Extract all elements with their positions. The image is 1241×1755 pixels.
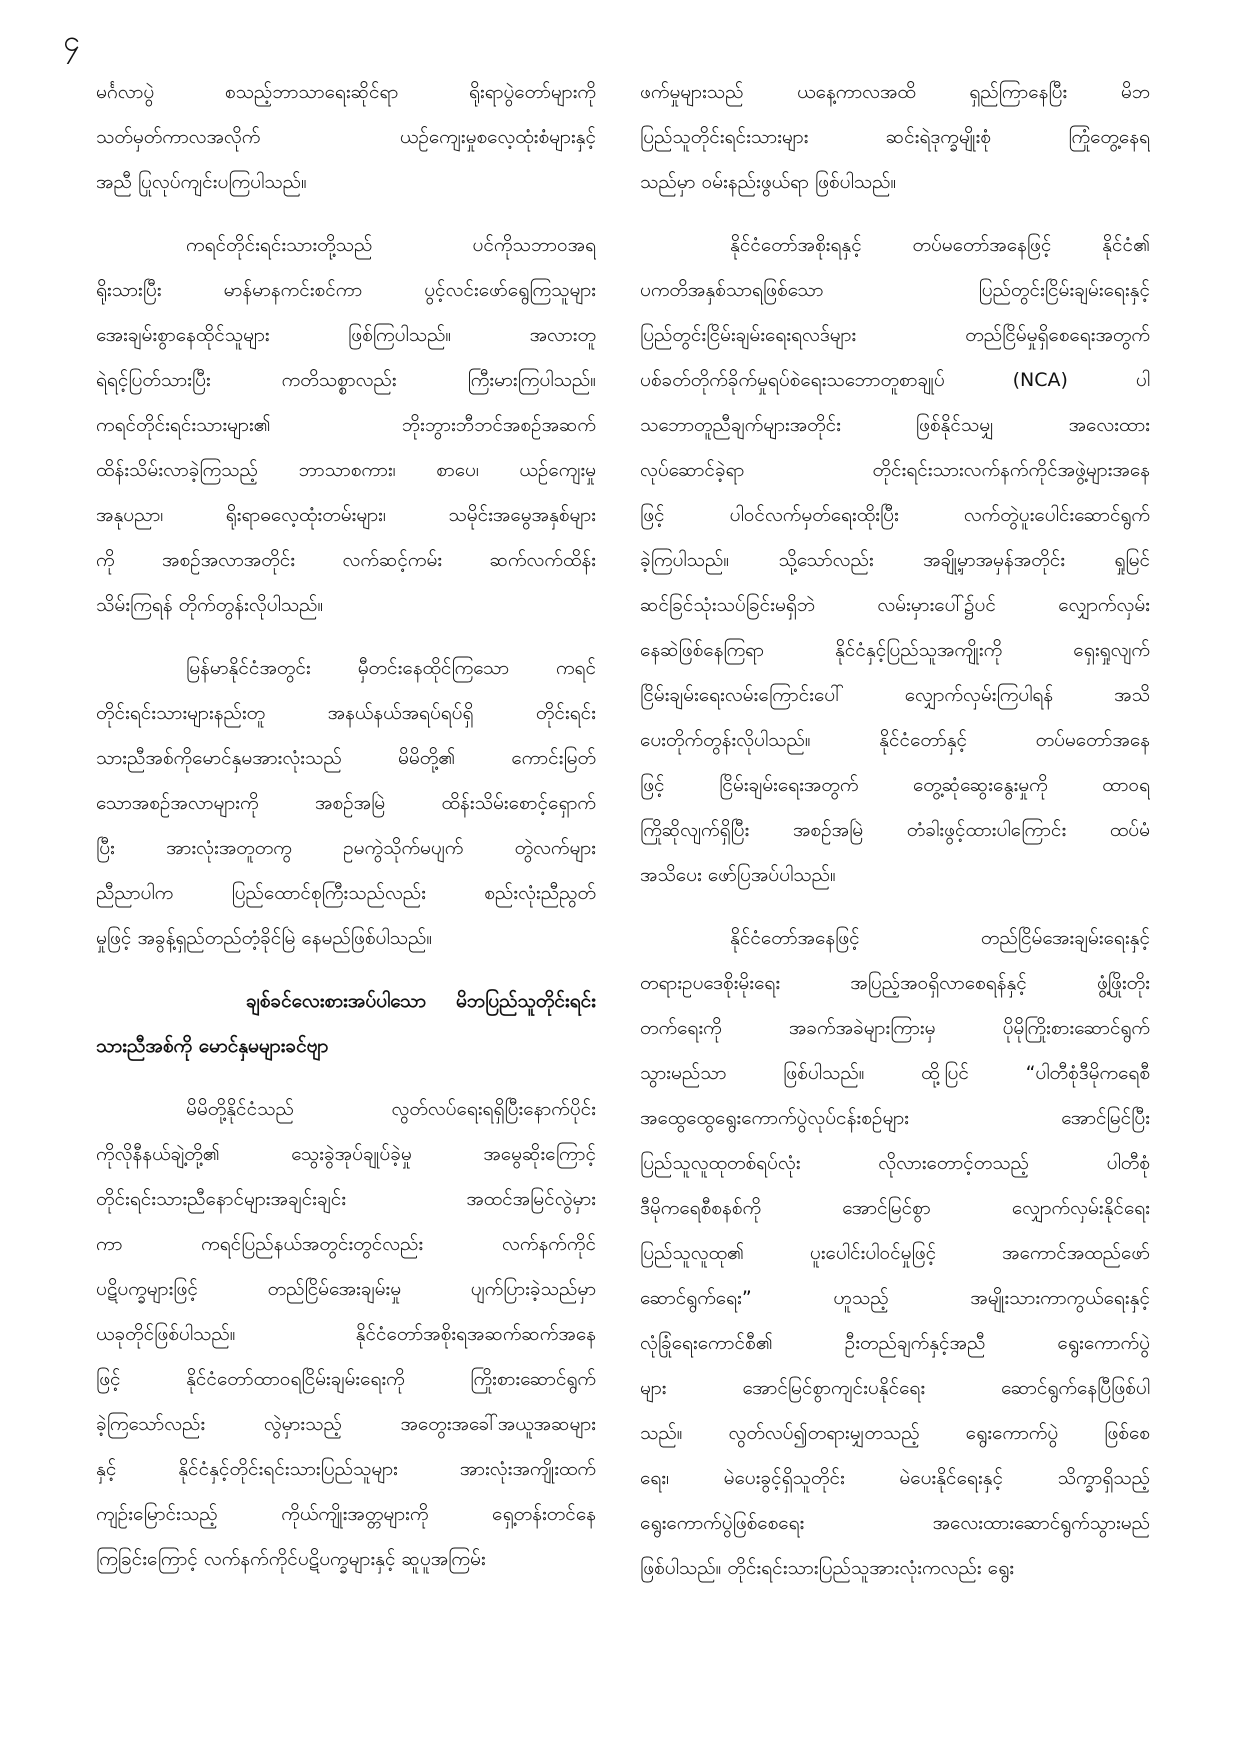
text-line: မှုဖြင့် အခွန့်ရှည်တည်တံ့ခိုင်မြဲ နေမည်ဖြစ်ပါသည်။	[96, 927, 433, 949]
text-line: အေးချမ်းစွာနေထိုင်သူများ ဖြစ်ကြပါသည်။ အလားတူ	[96, 324, 596, 346]
text-line: ဖြင့် နိုင်ငံတော်ထာဝရငြိမ်းချမ်းရေးကို ကြိုးစားဆောင်ရွက်	[96, 1368, 596, 1390]
text-line: ယခုတိုင်ဖြစ်ပါသည်။ နိုင်ငံတော်အစိုးရအဆက်ဆက်အနေ	[96, 1323, 596, 1345]
text-line: ပေးတိုက်တွန်းလိုပါသည်။ နိုင်ငံတော်နှင့် တပ်မတော်အနေ	[640, 729, 1150, 751]
text-line: ပြီး အားလုံးအတူတကွ ဥမကွဲသိုက်မပျက် တွဲလက်များ	[96, 837, 596, 859]
text-line: မင်္ဂလာပွဲ စသည့်ဘာသာရေးဆိုင်ရာ ရိုးရာပွဲတော်များကို	[96, 81, 596, 103]
text-line: ရေး၊ မဲပေးခွင့်ရှိသူတိုင်း မဲပေးနိုင်ရေးနှင့် သိက္ခာရှိသည့်	[640, 1467, 1150, 1489]
text-line: တိုင်းရင်းသားများနည်းတူ အနယ်နယ်အရပ်ရပ်ရှိ တိုင်းရင်း	[96, 702, 596, 724]
text-line: ပြည်သူတိုင်းရင်းသားများ ဆင်းရဲဒုက္ခမျိုးစုံ ကြုံတွေ့နေရ	[640, 126, 1150, 148]
section-heading	[96, 979, 596, 1069]
text-line: သားညီအစ်ကိုမောင်နှမအားလုံးသည် မိမိတို့၏ ကောင်းမြတ်	[96, 747, 596, 769]
text-line: သိမ်းကြရန် တိုက်တွန်းလိုပါသည်။	[96, 594, 324, 616]
text-line: အနုပညာ၊ ရိုးရာဓလေ့ထုံးတမ်းများ၊ သမိုင်းအမွေအနှစ်များ	[96, 504, 596, 526]
text-line: လုံခြုံရေးကောင်စီ၏ ဦးတည်ချက်နှင့်အညီ ရွေးကောက်ပွဲ	[640, 1332, 1150, 1354]
text-line: သည်မှာ ဝမ်းနည်းဖွယ်ရာ ဖြစ်ပါသည်။	[640, 171, 897, 193]
text-line: ရဲရင့်ပြတ်သားပြီး ကတိသစ္စာလည်း ကြီးမားကြပါသည်။	[96, 369, 596, 391]
text-line: ကျဉ်းမြောင်းသည့် ကိုယ်ကျိုးအတ္တများကို ရှေ့တန်းတင်နေ	[96, 1503, 596, 1525]
text-line: ခဲ့ကြပါသည်။ သို့သော်လည်း အချို့မှာအမှန်အတိုင်း ရှုမြင်	[640, 549, 1150, 571]
text-line: အညီ ပြုလုပ်ကျင်းပကြပါသည်။	[96, 171, 307, 193]
paragraph	[96, 646, 596, 961]
paragraph	[640, 223, 1150, 898]
text-line: ပဋိပက္ခများဖြင့် တည်ငြိမ်အေးချမ်းမှု ပျက်ပြားခဲ့သည်မှာ	[96, 1278, 596, 1300]
text-line: ဆောင်ရွက်ရေး” ဟူသည့် အမျိုးသားကာကွယ်ရေးနှင့်	[640, 1287, 1150, 1309]
text-line: ငြိမ်းချမ်းရေးလမ်းကြောင်းပေါ် လျှောက်လှမ်းကြပါရန် အသိ	[640, 684, 1150, 706]
right-column	[640, 70, 1150, 1609]
text-line: ဖက်မှုများသည် ယနေ့ကာလအထိ ရှည်ကြာနေပြီး မိဘ	[640, 81, 1150, 103]
text-line: မိမိတို့နိုင်ငံသည် လွတ်လပ်ရေးရရှိပြီးနောက်ပိုင်း	[186, 1098, 596, 1120]
text-line: ပြည်သူလူထု၏ ပူးပေါင်းပါဝင်မှုဖြင့် အကောင်အထည်ဖော်	[640, 1242, 1150, 1264]
text-line: ကြိုဆိုလျက်ရှိပြီး အစဉ်အမြဲ တံခါးဖွင့်ထားပါကြောင်း ထပ်မံ	[640, 819, 1150, 841]
page-number: ၄	[63, 24, 80, 59]
text-line: သွားမည်သာ ဖြစ်ပါသည်။ ထို့ပြင် “ပါတီစုံဒီမိုကရေစီ	[640, 1062, 1150, 1084]
text-line: ကရင်တိုင်းရင်းသားများ၏ ဘိုးဘွားဘီဘင်အစဉ်အဆက်	[96, 414, 596, 436]
text-line: ပကတိအနှစ်သာရဖြစ်သော ပြည်တွင်းငြိမ်းချမ်းရေးနှင့်	[640, 279, 1150, 301]
text-line: ကရင်တိုင်းရင်းသားတို့သည် ပင်ကိုသဘာဝအရ	[186, 234, 596, 256]
left-column	[96, 70, 596, 1600]
text-line: သောအစဉ်အလာများကို အစဉ်အမြဲ ထိန်းသိမ်းစောင့်ရှောက်	[96, 792, 596, 814]
text-line: ရွေးကောက်ပွဲဖြစ်စေရေး အလေးထားဆောင်ရွက်သွားမည်	[640, 1512, 1150, 1534]
text-line: ချစ်ခင်လေးစားအပ်ပါသော မိဘပြည်သူတိုင်းရင်း	[246, 990, 596, 1012]
text-line: ကိုလိုနီနယ်ချဲ့တို့၏ သွေးခွဲအုပ်ချုပ်ခဲ့မှု အမွေဆိုးကြောင့်	[96, 1143, 596, 1165]
text-line: ထိန်းသိမ်းလာခဲ့ကြသည့် ဘာသာစကား၊ စာပေ၊ ယဉ်ကျေးမှု	[96, 459, 596, 481]
text-line: ပြည်သူလူထုတစ်ရပ်လုံး လိုလားတောင့်တသည့် ပါတီစုံ	[640, 1152, 1150, 1174]
text-line: သဘောတူညီချက်များအတိုင်း ဖြစ်နိုင်သမျှ အလေးထား	[640, 414, 1150, 436]
text-line: အထွေထွေရွေးကောက်ပွဲလုပ်ငန်းစဉ်များ အောင်မြင်ပြီး	[640, 1107, 1150, 1129]
text-line: များ အောင်မြင်စွာကျင်းပနိုင်ရေး ဆောင်ရွက်နေပြီဖြစ်ပါ	[640, 1377, 1150, 1399]
paragraph	[96, 1087, 596, 1582]
text-line: မြန်မာနိုင်ငံအတွင်း မှီတင်းနေထိုင်ကြသော ကရင်	[186, 657, 596, 679]
text-line: တက်ရေးကို အခက်အခဲများကြားမှ ပိုမိုကြိုးစားဆောင်ရွက်	[640, 1017, 1150, 1039]
paragraph	[96, 223, 596, 628]
text-line: အသိပေး ဖော်ပြအပ်ပါသည်။	[640, 864, 836, 886]
text-line: ပစ်ခတ်တိုက်ခိုက်မှုရပ်စဲရေးသဘောတူစာချုပ် (NCA) ပါ	[640, 369, 1150, 391]
text-line: လုပ်ဆောင်ခဲ့ရာ တိုင်းရင်းသားလက်နက်ကိုင်အဖွဲ့များအနေ	[640, 459, 1150, 481]
text-line: နိုင်ငံတော်အစိုးရနှင့် တပ်မတော်အနေဖြင့် နိုင်ငံ၏	[730, 234, 1150, 256]
paragraph	[640, 70, 1150, 205]
text-line: သားညီအစ်ကို မောင်နှမများခင်ဗျာ	[96, 1035, 329, 1057]
text-line: တရားဥပဒေစိုးမိုးရေး အပြည့်အဝရှိလာစေရန်နှင့် ဖွံ့ဖြိုးတိုး	[640, 972, 1150, 994]
text-line: သတ်မှတ်ကာလအလိုက် ယဉ်ကျေးမှုစလေ့ထုံးစံများနှင့်	[96, 126, 596, 148]
text-line: ဖြင့် ပါဝင်လက်မှတ်ရေးထိုးပြီး လက်တွဲပူးပေါင်းဆောင်ရွက်	[640, 504, 1150, 526]
text-line: ဖြင့် ငြိမ်းချမ်းရေးအတွက် တွေ့ဆုံဆွေးနွေးမှုကို ထာဝရ	[640, 774, 1150, 796]
paragraph	[96, 70, 596, 205]
text-line: ရိုးသားပြီး မာန်မာနကင်းစင်ကာ ပွင့်လင်းဖော်ရွေကြသူများ	[96, 279, 596, 301]
text-line: ဒီမိုကရေစီစနစ်ကို အောင်မြင်စွာ လျှောက်လှမ်းနိုင်ရေး	[640, 1197, 1150, 1219]
text-line: နှင့် နိုင်ငံနှင့်တိုင်းရင်းသားပြည်သူများ အားလုံးအကျိုးထက်	[96, 1458, 596, 1480]
text-line: သည်။ လွတ်လပ်၍တရားမျှတသည့် ရွေးကောက်ပွဲ ဖြစ်စေ	[640, 1422, 1150, 1444]
paragraph	[640, 916, 1150, 1591]
text-line: နေဆဲဖြစ်နေကြရာ နိုင်ငံနှင့်ပြည်သူအကျိုးကို ရှေးရှုလျက်	[640, 639, 1150, 661]
text-line: နိုင်ငံတော်အနေဖြင့် တည်ငြိမ်အေးချမ်းရေးနှင့်	[730, 927, 1150, 949]
text-line: ညီညာပါက ပြည်ထောင်စုကြီးသည်လည်း စည်းလုံးညီညွတ်	[96, 882, 596, 904]
text-line: ကြခြင်းကြောင့် လက်နက်ကိုင်ပဋိပက္ခများနှင့် ဆူပူအကြမ်း	[96, 1548, 486, 1570]
text-line: ဆင်ခြင်သုံးသပ်ခြင်းမရှိဘဲ လမ်းမှားပေါ်၌ပင် လျှောက်လှမ်း	[640, 594, 1150, 616]
text-line: တိုင်းရင်းသားညီနောင်များအချင်းချင်း အထင်အမြင်လွဲမှား	[96, 1188, 596, 1210]
text-line: ဖြစ်ပါသည်။ တိုင်းရင်းသားပြည်သူအားလုံးကလည်း ရွေး	[640, 1557, 1015, 1579]
text-line: ကာ ကရင်ပြည်နယ်အတွင်းတွင်လည်း လက်နက်ကိုင်	[96, 1233, 596, 1255]
text-line: ကို အစဉ်အလာအတိုင်း လက်ဆင့်ကမ်း ဆက်လက်ထိန်း	[96, 549, 596, 571]
text-line: ခဲ့ကြသော်လည်း လွဲမှားသည့် အတွေးအခေါ်အယူအဆများ	[96, 1413, 596, 1435]
text-line: ပြည်တွင်းငြိမ်းချမ်းရေးရလဒ်များ တည်ငြိမ်မှုရှိစေရေးအတွက်	[640, 324, 1150, 346]
